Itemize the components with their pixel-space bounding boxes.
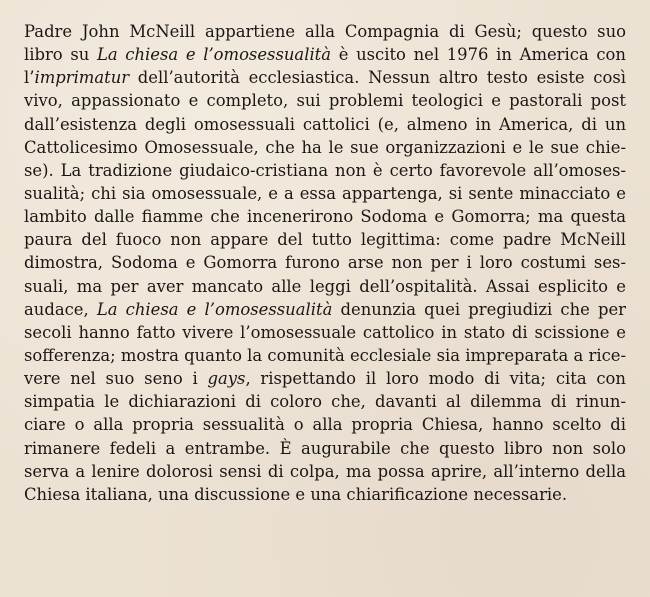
text-run: l’ [24, 68, 35, 88]
text-line [24, 344, 626, 367]
text-line [24, 228, 626, 251]
text-run: libro su [24, 45, 97, 65]
text-line [24, 43, 626, 66]
text-line [24, 413, 626, 436]
text-line [24, 275, 626, 298]
text-run: dell’autorità ecclesiastica. Nessun altro testo esiste così [129, 68, 626, 88]
text-run: ciare o alla propria sessualità o alla propria Chiesa, hanno scelto di [24, 415, 626, 435]
text-run: secoli hanno fatto vivere l’omosessuale cattolico in stato di scissione e [24, 322, 626, 342]
text-line [24, 182, 626, 205]
text-line [24, 251, 626, 274]
italic-text-run: imprimatur [34, 68, 130, 88]
text-run: , rispettando il loro modo di vita; cita con [245, 369, 626, 389]
blurb-paragraph [24, 20, 626, 506]
text-run: è uscito nel 1976 in America con [331, 45, 626, 65]
italic-text-run: La chiesa e l’omosessualità [96, 45, 332, 65]
text-line [24, 321, 626, 344]
text-line [24, 66, 626, 89]
text-line [24, 159, 626, 182]
text-run: dall’esistenza degli omosessuali cattolici (e, almeno in America, di un [24, 114, 626, 134]
text-run: Padre John McNeill appartiene alla Compagnia di Gesù; questo suo [24, 22, 626, 41]
text-run: sofferenza; mostra quanto la comunità ecclesiale sia impreparata a rice- [24, 345, 626, 365]
text-line [24, 390, 626, 413]
text-run: denunzia quei pregiudizi che per [332, 299, 627, 319]
text-run: dimostra, Sodoma e Gomorra furono arse non per i loro costumi ses- [24, 253, 626, 273]
text-line [24, 367, 626, 390]
italic-text-run: La chiesa e l’omosessualità [96, 299, 333, 319]
text-run: se). La tradizione giudaico-cristiana non è certo favorevole all’omoses- [24, 160, 626, 180]
text-line [24, 89, 626, 112]
text-run: audace, [24, 299, 97, 319]
text-line [24, 298, 626, 321]
text-line [24, 205, 626, 228]
text-run: Chiesa italiana, una discussione e una chiarificazione necessarie. [24, 484, 568, 504]
text-line [24, 460, 626, 483]
text-line [24, 20, 626, 43]
text-run: rimanere fedeli a entrambe. È augurabile che questo libro non solo [24, 438, 626, 458]
text-run: serva a lenire dolorosi sensi di colpa, ma possa aprire, all’interno della [24, 461, 626, 481]
text-line [24, 136, 626, 159]
text-line [24, 483, 626, 506]
text-run: Cattolicesimo Omosessuale, che ha le sue organizzazioni e le sue chie- [24, 137, 626, 157]
italic-text-run: gays [207, 369, 246, 389]
text-run: paura del fuoco non appare del tutto legittima: come padre McNeill [24, 230, 626, 250]
text-run: vere nel suo seno i [24, 369, 208, 389]
text-run: simpatia le dichiarazioni di coloro che, davanti al dilemma di rinun- [24, 392, 626, 412]
text-run: vivo, appassionato e completo, sui problemi teologici e pastorali post [24, 91, 626, 111]
text-run: sualità; chi sia omosessuale, e a essa appartenga, si sente minacciato e [24, 183, 626, 203]
text-run: lambito dalle fiamme che incenerirono Sodoma e Gomorra; ma questa [24, 207, 626, 227]
text-run: suali, ma per aver mancato alle leggi dell’ospitalità. Assai esplicito e [24, 276, 626, 296]
text-line [24, 113, 626, 136]
text-line [24, 437, 626, 460]
